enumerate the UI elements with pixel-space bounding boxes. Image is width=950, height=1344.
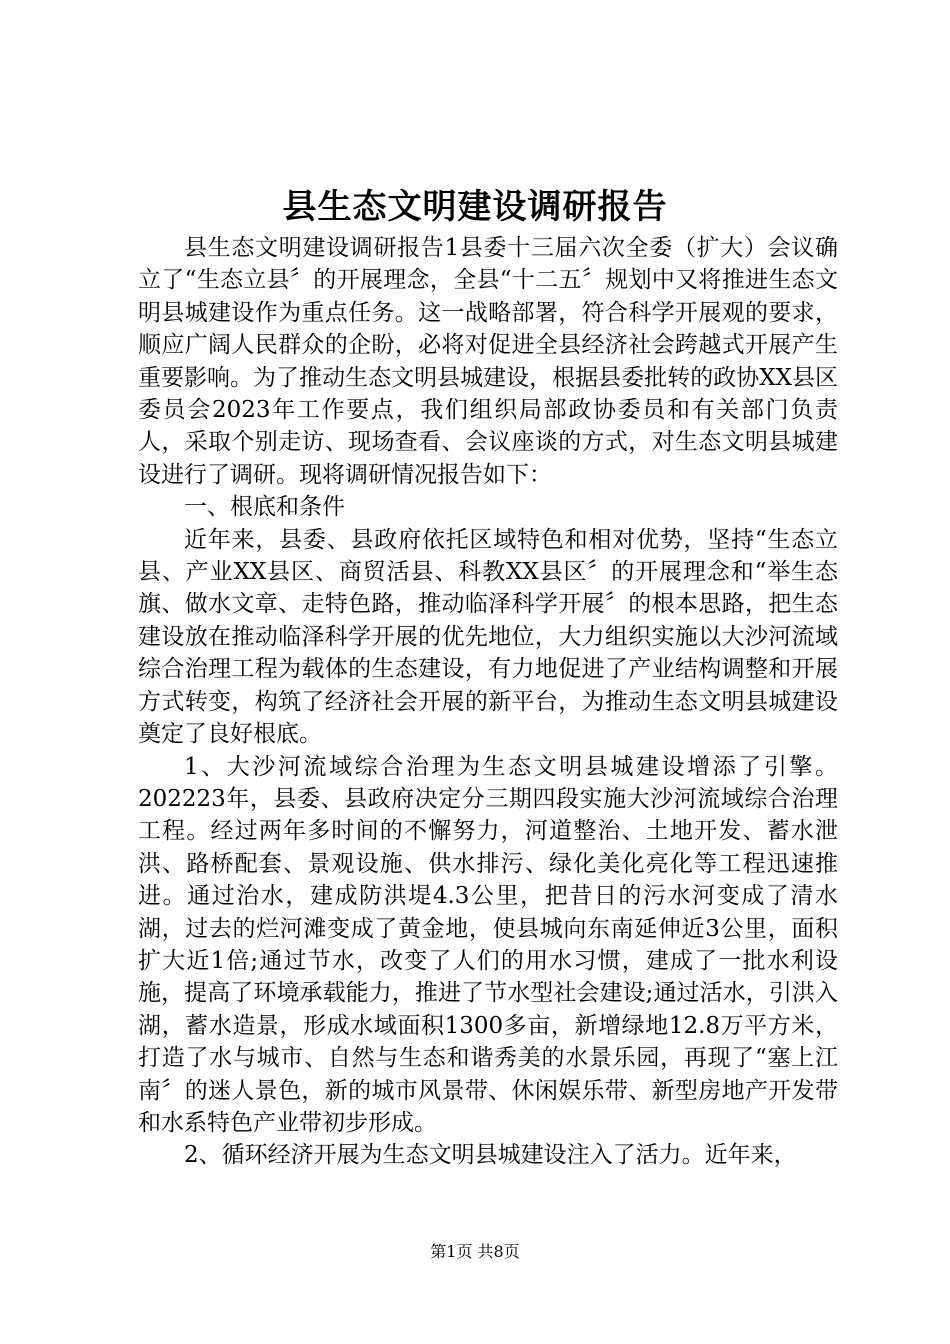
- page-footer: 第1页 共8页: [430, 1242, 520, 1261]
- paragraph-intro: 县生态文明建设调研报告1县委十三届六次全委（扩大）会议确立了“生态立县〞的开展理念，全县“十二五〞规划中又将推进生态文明县城建设作为重点任务。这一战略部署，符合科学开展观的要求，顺应广阔人民群众的企盼，必将对促进全县经济社会跨越式开展产生重要影响。为了推动生态文明县城建设，根据县委批转的政协XX县区委员会2023年工作要点，我们组织局部政协委员和有关部门负责人，采取个别走访、现场查看、会议座谈的方式，对生态文明县城建设进行了调研。现将调研情况报告如下：: [138, 235, 838, 488]
- paragraph-foundation: 近年来，县委、县政府依托区域特色和相对优势，坚持“生态立县、产业XX县区、商贸活县、科教XX县区〞的开展理念和“举生态旗、做水文章、走特色路，推动临泽科学开展〞的根本思路，把生态建设放在推动临泽科学开展的优先地位，大力组织实施以大沙河流域综合治理工程为载体的生态建设，有力地促进了产业结构调整和开展方式转变，构筑了经济社会开展的新平台，为推动生态文明县城建设奠定了良好根底。: [138, 526, 838, 748]
- document-body: [138, 232, 838, 1172]
- paragraph-item-2: 2、循环经济开展为生态文明县城建设注入了活力。近年来，: [184, 1142, 797, 1169]
- document-title: 县生态文明建设调研报告: [282, 187, 668, 227]
- section-heading: 一、根底和条件: [184, 494, 345, 521]
- paragraph-item-1: 1、大沙河流域综合治理为生态文明县城建设增添了引擎。202223年，县委、县政府决定分三期四段实施大沙河流域综合治理工程。经过两年多时间的不懈努力，河道整治、土地开发、蓄水泄洪、路桥配套、景观设施、供水排污、绿化美化亮化等工程迅速推进。通过治水，建成防洪堤4.3公里，把昔日的污水河变成了清水湖，过去的烂河滩变成了黄金地，使县城向东南延伸近3公里，面积扩大近1倍;通过节水，改变了人们的用水习惯，建成了一批水利设施，提高了环境承载能力，推进了节水型社会建设;通过活水，引洪入湖，蓄水造景，形成水域面积1300多亩，新增绿地12.8万平方米，打造了水与城市、自然与生态和谐秀美的水景乐园，再现了“塞上江南〞的迷人景色，新的城市风景带、休闲娱乐带、新型房地产开发带和水系特色产业带初步形成。: [138, 753, 838, 1136]
